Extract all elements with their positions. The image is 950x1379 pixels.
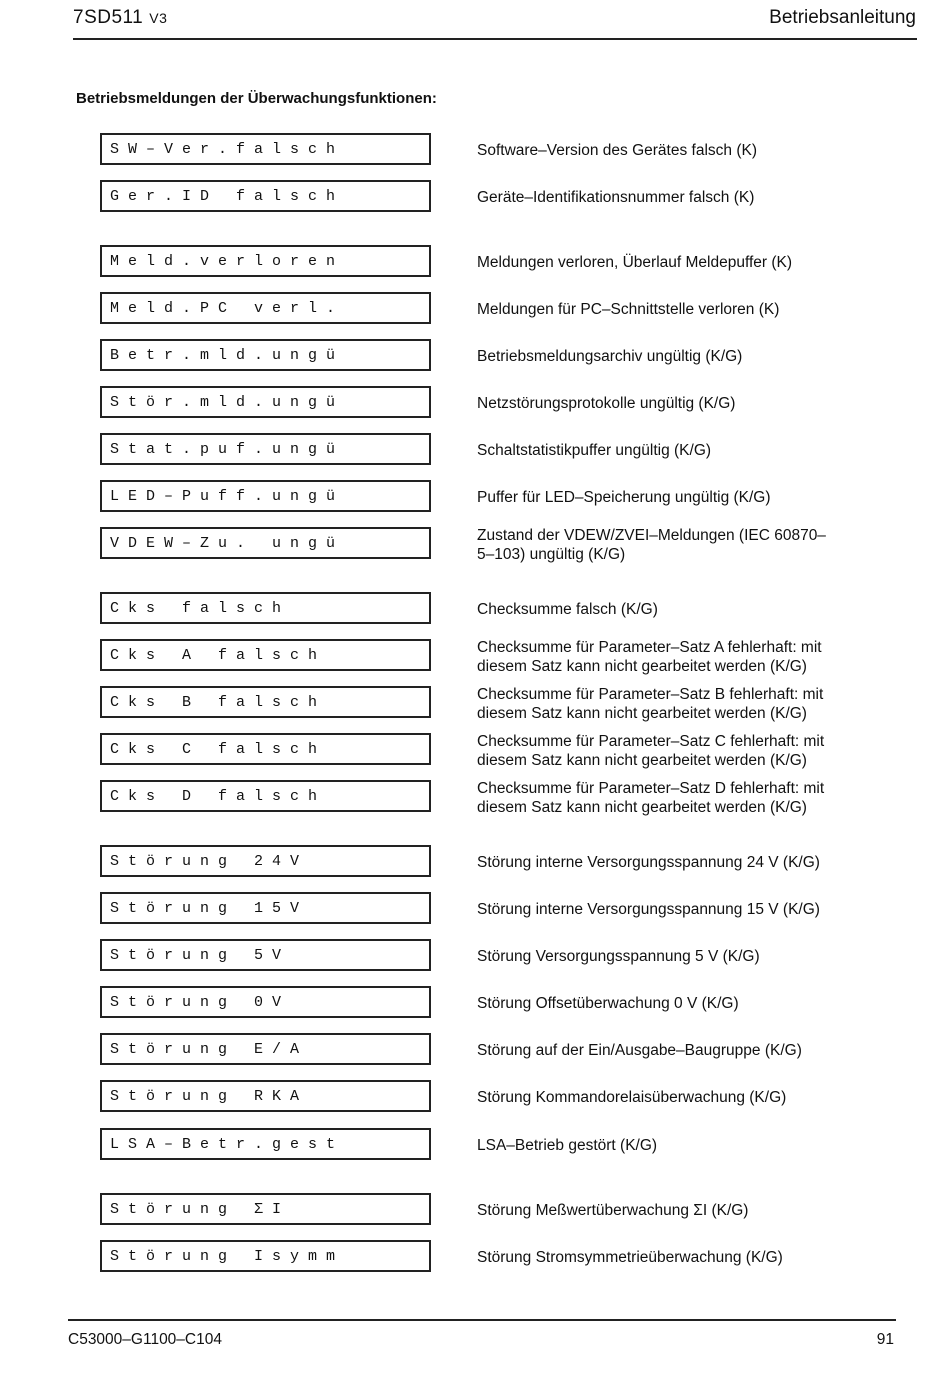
display-text: C k s B f a l s c h xyxy=(110,694,318,711)
message-description: Störung Offsetüberwachung 0 V (K/G) xyxy=(477,995,739,1012)
header-model-name: 7SD511 xyxy=(73,7,144,28)
display-text: S t ö r u n g 5 V xyxy=(110,947,282,964)
message-description: Schaltstatistikpuffer ungültig (K/G) xyxy=(477,442,712,459)
display-box xyxy=(100,639,431,671)
display-text: C k s f a l s c h xyxy=(110,600,282,617)
header-model xyxy=(73,7,167,29)
display-box xyxy=(100,292,431,324)
display-text: L E D – P u f f . u n g ü xyxy=(110,488,336,505)
display-text: C k s C f a l s c h xyxy=(110,741,318,758)
display-box xyxy=(100,733,431,765)
display-text: S t ö r u n g 0 V xyxy=(110,994,282,1011)
display-box xyxy=(100,845,431,877)
message-description: Störung Versorgungsspannung 5 V (K/G) xyxy=(477,948,760,965)
message-description: Netzstörungsprotokolle ungültig (K/G) xyxy=(477,395,736,412)
message-description: LSA–Betrieb gestört (K/G) xyxy=(477,1137,658,1154)
display-box xyxy=(100,527,431,559)
display-box xyxy=(100,480,431,512)
display-box xyxy=(100,433,431,465)
display-text: C k s D f a l s c h xyxy=(110,788,318,805)
display-text: C k s A f a l s c h xyxy=(110,647,318,664)
message-description: Checksumme für Parameter–Satz A fehlerhaft: mit diesem Satz kann nicht gearbeitet werden (K/G) xyxy=(477,639,822,675)
message-description: Meldungen für PC–Schnittstelle verloren (K) xyxy=(477,301,780,318)
display-text: S t ö r u n g I s y m m xyxy=(110,1248,336,1265)
message-description: Störung interne Versorgungsspannung 24 V (K/G) xyxy=(477,854,820,871)
footer-rule xyxy=(68,1319,896,1321)
section-heading: Betriebsmeldungen der Überwachungsfunktionen: xyxy=(76,90,437,107)
display-text: S W – V e r . f a l s c h xyxy=(110,141,336,158)
message-description: Meldungen verloren, Überlauf Meldepuffer (K) xyxy=(477,254,793,271)
message-description: Störung Kommandorelaisüberwachung (K/G) xyxy=(477,1089,787,1106)
display-box xyxy=(100,780,431,812)
message-description: Checksumme für Parameter–Satz C fehlerhaft: mit diesem Satz kann nicht gearbeitet werden (K/G) xyxy=(477,733,825,769)
display-text: S t ö r u n g 1 5 V xyxy=(110,900,300,917)
header-rule xyxy=(73,38,917,40)
display-text: V D E W – Z u . u n g ü xyxy=(110,535,336,552)
message-description: Störung interne Versorgungsspannung 15 V (K/G) xyxy=(477,901,820,918)
display-text: S t ö r u n g E / A xyxy=(110,1041,300,1058)
display-text: G e r . I D f a l s c h xyxy=(110,188,336,205)
display-box xyxy=(100,180,431,212)
display-text: S t ö r u n g R K A xyxy=(110,1088,300,1105)
display-box xyxy=(100,592,431,624)
display-box xyxy=(100,339,431,371)
display-text: M e l d . P C v e r l . xyxy=(110,300,336,317)
message-description: Betriebsmeldungsarchiv ungültig (K/G) xyxy=(477,348,743,365)
display-box xyxy=(100,986,431,1018)
footer-doc-number: C53000–G1100–C104 xyxy=(68,1331,222,1348)
message-description: Software–Version des Gerätes falsch (K) xyxy=(477,142,757,159)
display-box xyxy=(100,1240,431,1272)
display-box xyxy=(100,892,431,924)
display-box xyxy=(100,245,431,277)
header-title: Betriebsanleitung xyxy=(769,7,916,28)
footer-page-number: 91 xyxy=(876,1331,894,1348)
header-version: V3 xyxy=(149,10,168,26)
message-description: Checksumme für Parameter–Satz B fehlerhaft: mit diesem Satz kann nicht gearbeitet werden (K/G) xyxy=(477,686,824,722)
display-text: M e l d . v e r l o r e n xyxy=(110,253,336,270)
display-box xyxy=(100,1080,431,1112)
display-box xyxy=(100,939,431,971)
message-description: Checksumme für Parameter–Satz D fehlerhaft: mit diesem Satz kann nicht gearbeitet werden (K/G) xyxy=(477,780,825,816)
display-text: S t ö r u n g Σ I xyxy=(110,1201,282,1218)
display-text: S t ö r u n g 2 4 V xyxy=(110,853,300,870)
display-box xyxy=(100,386,431,418)
message-description: Störung Meßwertüberwachung ΣI (K/G) xyxy=(477,1202,749,1219)
display-box xyxy=(100,1193,431,1225)
display-box xyxy=(100,686,431,718)
message-description: Störung auf der Ein/Ausgabe–Baugruppe (K/G) xyxy=(477,1042,802,1059)
display-text: S t ö r . m l d . u n g ü xyxy=(110,394,336,411)
display-box xyxy=(100,1128,431,1160)
message-description: Puffer für LED–Speicherung ungültig (K/G) xyxy=(477,489,771,506)
message-description: Geräte–Identifikationsnummer falsch (K) xyxy=(477,189,755,206)
display-text: B e t r . m l d . u n g ü xyxy=(110,347,336,364)
display-text: L S A – B e t r . g e s t xyxy=(110,1136,336,1153)
message-description: Checksumme falsch (K/G) xyxy=(477,601,658,618)
message-description: Störung Stromsymmetrieüberwachung (K/G) xyxy=(477,1249,783,1266)
display-box xyxy=(100,133,431,165)
display-box xyxy=(100,1033,431,1065)
display-text: S t a t . p u f . u n g ü xyxy=(110,441,336,458)
message-description: Zustand der VDEW/ZVEI–Meldungen (IEC 60870– 5–103) ungültig (K/G) xyxy=(477,527,826,563)
